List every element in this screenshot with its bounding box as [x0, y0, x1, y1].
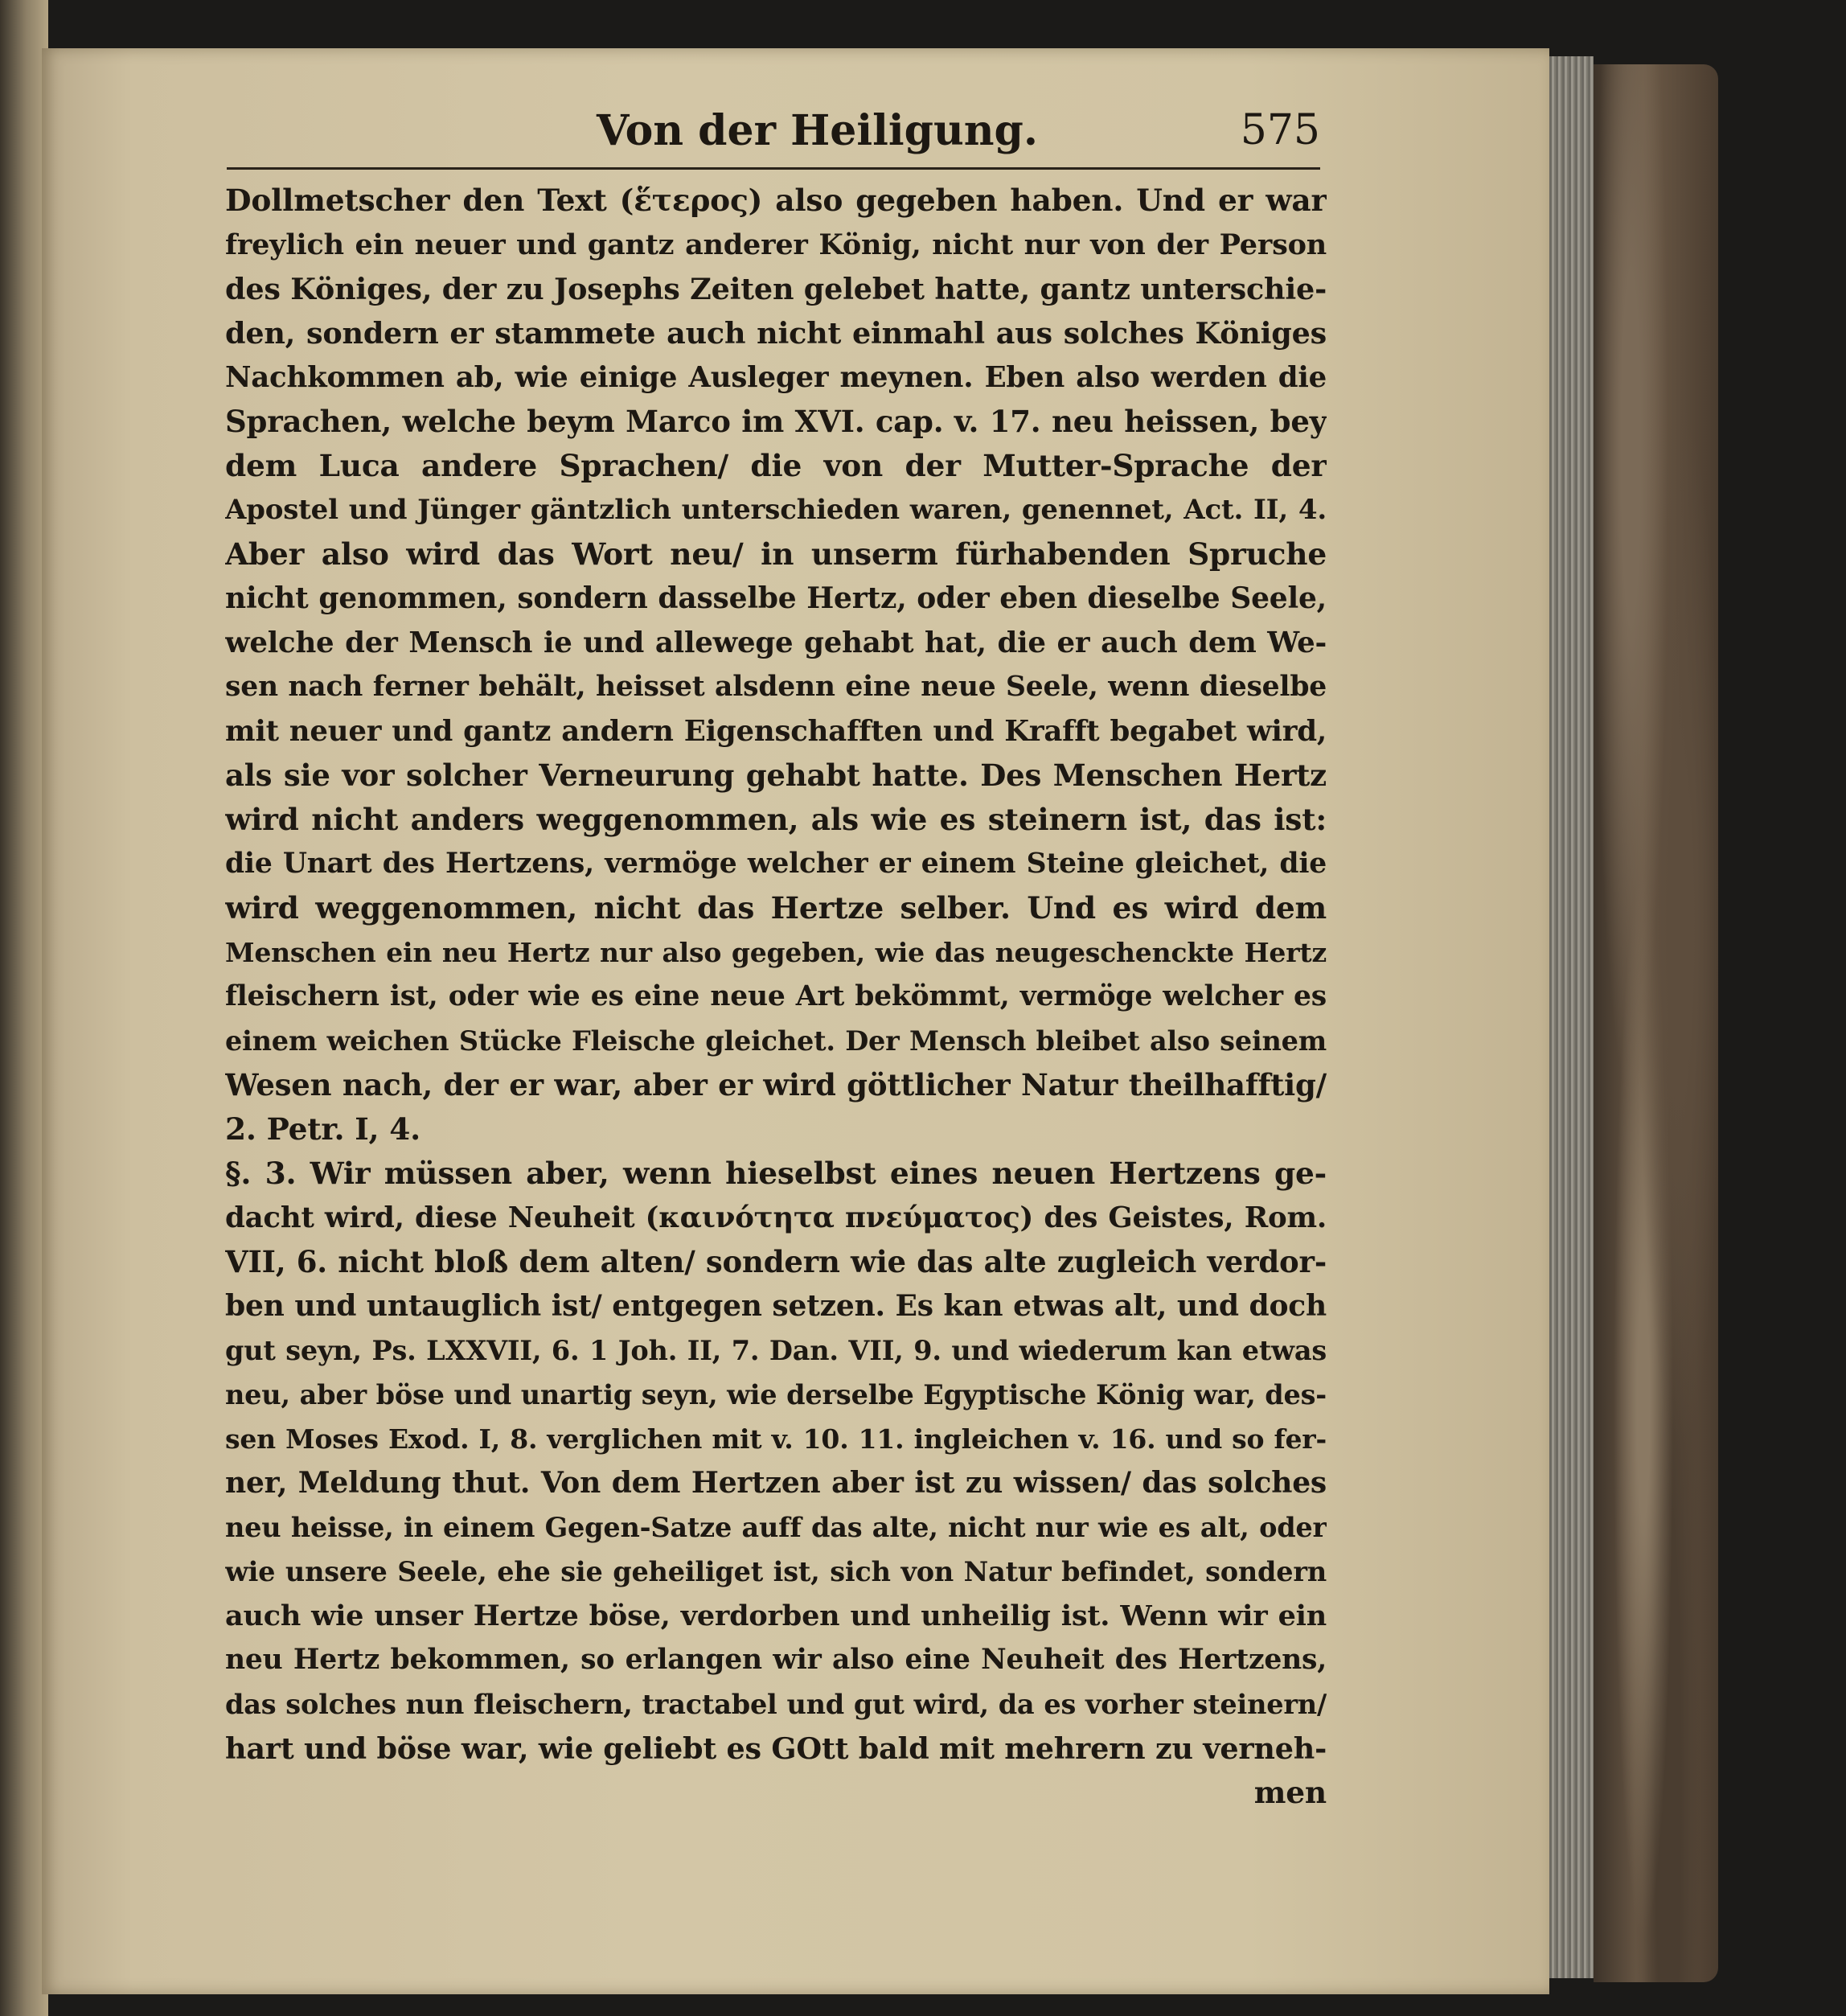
text-line: sen nach ferner behält, heisset alsdenn eine neue Seele, wenn dieselbe: [225, 671, 1327, 703]
text-line: wie unsere Seele, ehe sie geheiliget ist, sich von Natur befindet, sondern: [225, 1556, 1327, 1587]
page-text-layer: [42, 48, 1549, 1994]
text-line: des Königes, der zu Josephs Zeiten gelebet hatte, gantz unterschie-: [225, 272, 1327, 306]
book-fore-edge: [1549, 56, 1594, 1978]
text-line: Wesen nach, der er war, aber er wird göttlicher Natur theilhafftig/: [225, 1067, 1327, 1102]
text-line: die Unart des Hertzens, vermöge welcher er einem Steine gleichet, die: [225, 848, 1327, 880]
text-line: wird nicht anders weggenommen, als wie es steinern ist, das ist:: [225, 802, 1327, 837]
text-line: Apostel und Jünger gäntzlich unterschieden waren, genennet, Act. II, 4.: [225, 494, 1327, 526]
text-line: dacht wird, diese Neuheit (καινότητα πνεύματος) des Geistes, Rom.: [225, 1201, 1327, 1234]
facing-page-edge: [0, 0, 48, 2016]
text-line: Nachkommen ab, wie einige Ausleger meynen. Eben also werden die: [225, 361, 1327, 394]
text-line: sen Moses Exod. I, 8. verglichen mit v. 10. 11. ingleichen v. 16. und so fer-: [225, 1423, 1327, 1455]
text-line: hart und böse war, wie geliebt es GOtt bald mit mehrern zu verneh-: [225, 1731, 1327, 1766]
text-line: neu heisse, in einem Gegen-Satze auff das alte, nicht nur wie es alt, oder: [225, 1512, 1327, 1543]
text-line: Aber also wird das Wort neu/ in unserm fürhabenden Spruche: [225, 536, 1327, 572]
catchword: men: [1253, 1775, 1327, 1810]
text-line: Menschen ein neu Hertz nur also gegeben, wie das neugeschenckte Hertz: [225, 937, 1327, 968]
text-line: auch wie unser Hertze böse, verdorben und unheilig ist. Wenn wir ein: [225, 1599, 1327, 1632]
text-line: §. 3. Wir müssen aber, wenn hieselbst eines neuen Hertzens ge-: [225, 1156, 1327, 1191]
text-line: VII, 6. nicht bloß dem alten/ sondern wie das alte zugleich verdor-: [225, 1244, 1327, 1279]
body-text: [225, 179, 1327, 1815]
header-rule: [227, 167, 1320, 170]
text-line: neu Hertz bekommen, so erlangen wir also eine Neuheit des Hertzens,: [225, 1644, 1327, 1676]
text-line: einem weichen Stücke Fleische gleichet. Der Mensch bleibet also seinem: [225, 1025, 1327, 1057]
text-line: Sprachen, welche beym Marco im XVI. cap. v. 17. neu heissen, bey: [225, 404, 1327, 439]
text-line: 2. Petr. I, 4.: [225, 1111, 421, 1147]
text-line: gut seyn, Ps. LXXVII, 6. 1 Joh. II, 7. Dan. VII, 9. und wiederum kan etwas: [225, 1335, 1327, 1366]
text-line: Dollmetscher den Text (ἕτερος) also gegeben haben. Und er war: [225, 183, 1327, 218]
text-line: neu, aber böse und unartig seyn, wie derselbe Egyptische König war, des-: [225, 1379, 1327, 1410]
text-line: welche der Mensch ie und allewege gehabt hat, die er auch dem We-: [225, 626, 1327, 659]
marbled-cover: [1594, 64, 1718, 1982]
running-header: [227, 106, 1320, 162]
text-line: den, sondern er stammete auch nicht einmahl aus solches Königes: [225, 316, 1327, 351]
text-line: mit neuer und gantz andern Eigenschafften und Krafft begabet wird,: [225, 715, 1327, 748]
text-line: wird weggenommen, nicht das Hertze selber. Und es wird dem: [225, 890, 1327, 926]
running-title: Von der Heiligung.: [597, 106, 1039, 155]
text-line: fleischern ist, oder wie es eine neue Art bekömmt, vermöge welcher es: [225, 980, 1327, 1012]
text-line: als sie vor solcher Verneurung gehabt hatte. Des Menschen Hertz: [225, 758, 1327, 793]
text-line: freylich ein neuer und gantz anderer König, nicht nur von der Person: [225, 228, 1327, 261]
text-line: nicht genommen, sondern dasselbe Hertz, oder eben dieselbe Seele,: [225, 581, 1327, 615]
text-line: dem Luca andere Sprachen/ die von der Mutter-Sprache der: [225, 448, 1327, 483]
page-number: 575: [1240, 106, 1320, 154]
text-line: ben und untauglich ist/ entgegen setzen. Es kan etwas alt, und doch: [225, 1289, 1327, 1323]
text-line: das solches nun fleischern, tractabel und gut wird, da es vorher steinern/: [225, 1689, 1327, 1720]
text-line: ner, Meldung thut. Von dem Hertzen aber ist zu wissen/ das solches: [225, 1466, 1327, 1500]
